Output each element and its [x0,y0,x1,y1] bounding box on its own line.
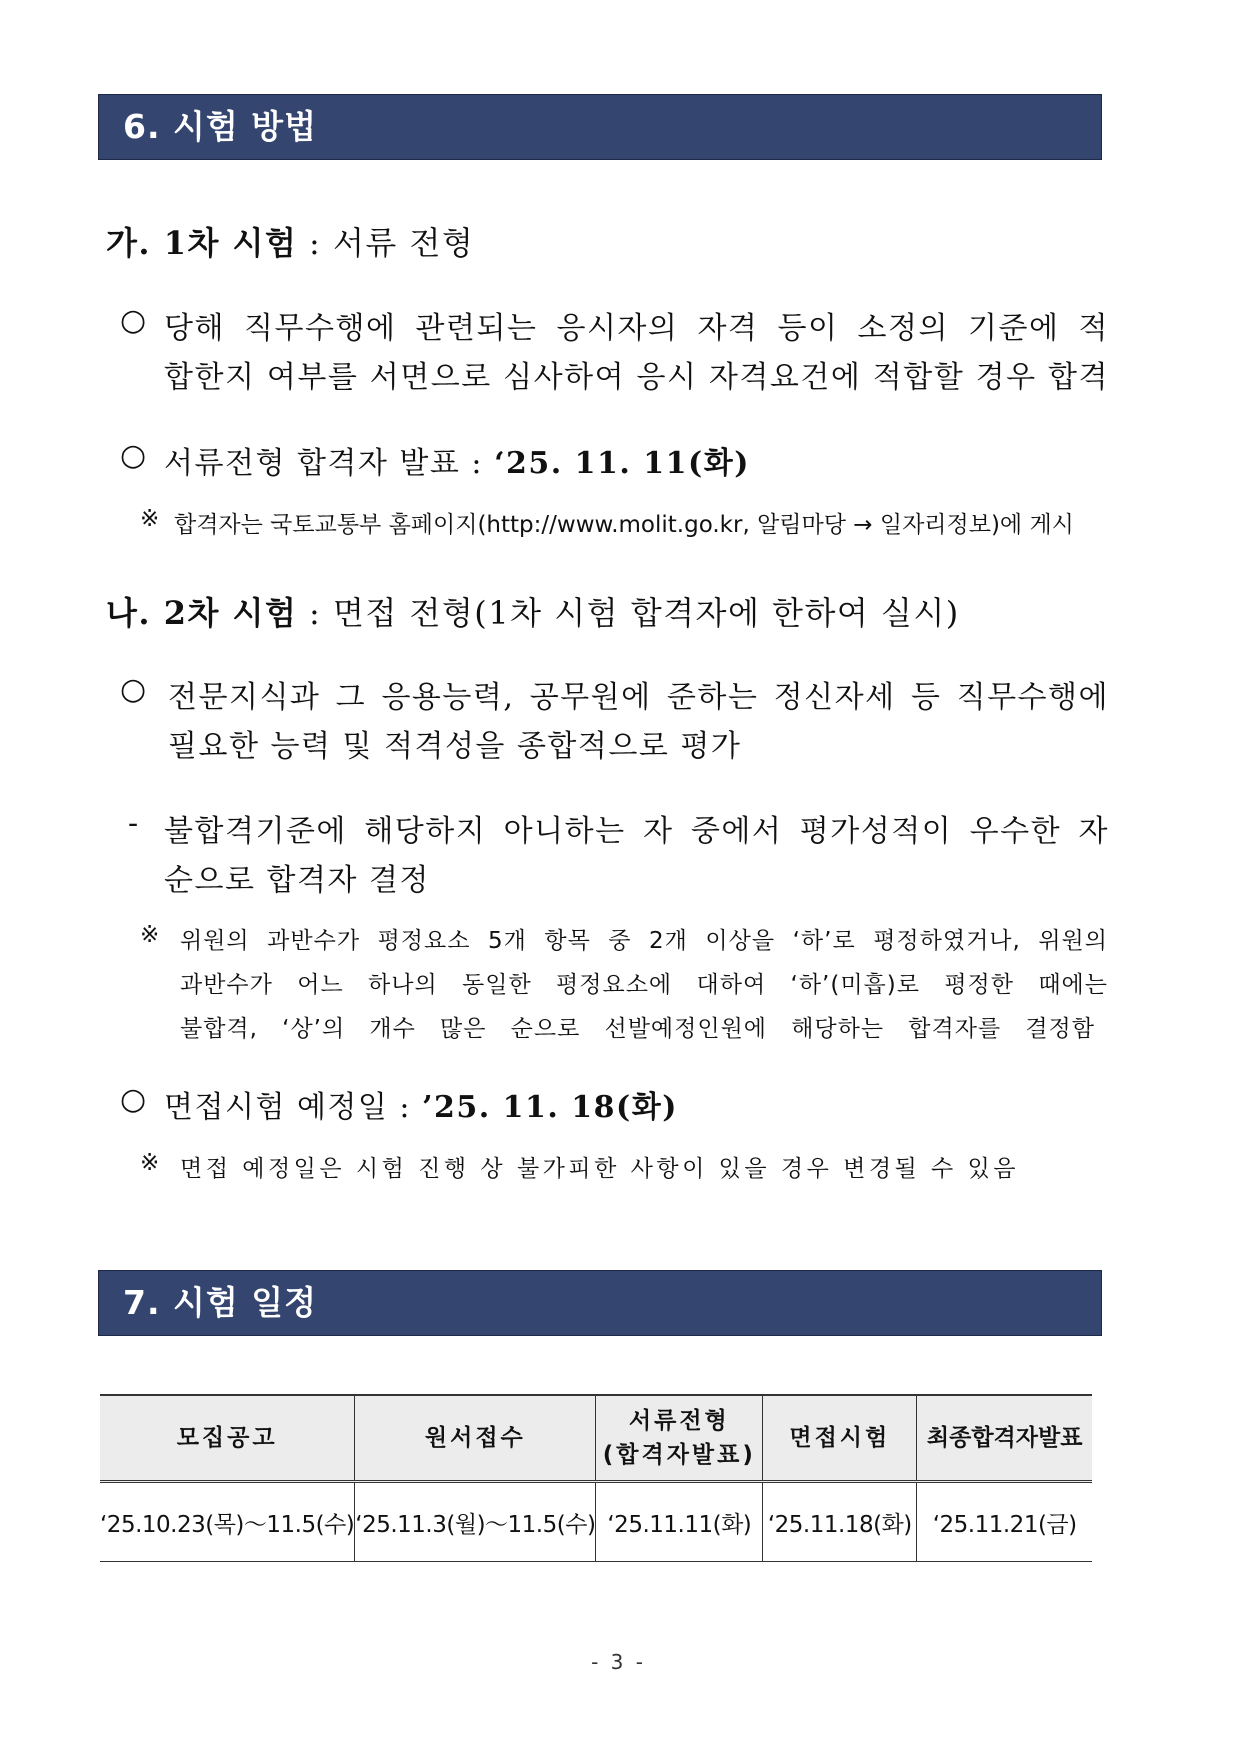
subsection-b-dash-line2: 순으로 합격자 결정 [164,863,430,898]
section-6-title: 6. 시험 방법 [123,107,317,146]
dash-mark: - [128,806,140,841]
interview-date-label: 면접시험 예정일 : [164,1090,423,1125]
subsection-b-dash-line1: 불합격기준에 해당하지 아니하는 자 중에서 평가성적이 우수한 자 [164,814,1109,849]
note-mark: ※ [140,922,161,948]
schedule-table [100,1394,1092,1562]
document-announce-label: 서류전형 합격자 발표 : [164,446,495,481]
header-document-screening [596,1395,763,1482]
subsection-b-bullet1-line2: 필요한 능력 및 적격성을 종합적으로 평가 [168,729,742,764]
cell-document-screening: ‘25.11.11(화) [596,1482,763,1562]
subsection-b-prefix: 나. 2차 시험 [106,594,298,632]
subsection-b-note1-line3: 불합격, ‘상’의 개수 많은 순으로 선발예정인원에 해당하는 합격자를 결정함 [180,1016,1095,1042]
subsection-b-bullet2 [164,1082,678,1126]
subsection-b-note1-line1: 위원의 과반수가 평정요소 5개 항목 중 2개 이상을 ‘하’로 평정하였거나, 위원의 [180,928,1108,954]
cell-application: ‘25.11.3(월)～11.5(수) [355,1482,596,1562]
subsection-b-note1-line2: 과반수가 어느 하나의 동일한 평정요소에 대하여 ‘하’(미흡)로 평정한 때에는 [180,972,1108,998]
header-recruit-notice: 모집공고 [100,1395,355,1482]
bullet-circle: ○ [120,672,148,707]
subsection-a-bullet2 [164,438,750,482]
subsection-a-prefix: 가. 1차 시험 [106,224,298,262]
subsection-a-bullet1-line2: 합한지 여부를 서면으로 심사하여 응시 자격요건에 적합할 경우 합격 [164,360,1109,395]
subsection-b-bullet1-line1: 전문지식과 그 응용능력, 공무원에 준하는 정신자세 등 직무수행에 [168,680,1109,715]
subsection-b-note2: 면접 예정일은 시험 진행 상 불가피한 사항이 있을 경우 변경될 수 있음 [180,1156,1020,1182]
subsection-a-heading [106,218,474,264]
section-6-header [98,94,1102,160]
bullet-circle: ○ [120,438,148,473]
document-announce-date: ‘25. 11. 11(화) [494,446,750,481]
header-application: 원서접수 [355,1395,596,1482]
note-mark: ※ [140,1150,161,1176]
cell-interview: ‘25.11.18(화) [763,1482,917,1562]
table-row [100,1482,1092,1562]
subsection-a-suffix: : 서류 전형 [297,224,475,262]
section-7-header [98,1270,1102,1336]
header-document-screening-line1: 서류전형 [628,1408,730,1434]
table-header-row [100,1395,1092,1482]
bullet-circle: ○ [120,303,148,338]
section-7-title: 7. 시험 일정 [123,1283,317,1322]
note-mark: ※ [140,506,161,532]
header-document-screening-line2: (합격자발표) [602,1442,756,1468]
bullet-circle: ○ [120,1082,148,1117]
cell-recruit-notice: ‘25.10.23(목)～11.5(수) [100,1482,355,1562]
subsection-a-note: 합격자는 국토교통부 홈페이지(http://www.molit.go.kr, 알림마당 → 일자리정보)에 게시 [174,512,1074,538]
interview-date: ’25. 11. 18(화) [422,1090,678,1125]
header-final-announcement: 최종합격자발표 [917,1395,1092,1482]
cell-final-announcement: ‘25.11.21(금) [917,1482,1092,1562]
header-interview: 면접시험 [763,1395,917,1482]
subsection-b-heading [106,588,960,634]
subsection-b-suffix: : 면접 전형(1차 시험 합격자에 한하여 실시) [297,594,960,632]
page-number: - 3 - [591,1650,646,1674]
subsection-a-bullet1-line1: 당해 직무수행에 관련되는 응시자의 자격 등이 소정의 기준에 적 [164,311,1109,346]
